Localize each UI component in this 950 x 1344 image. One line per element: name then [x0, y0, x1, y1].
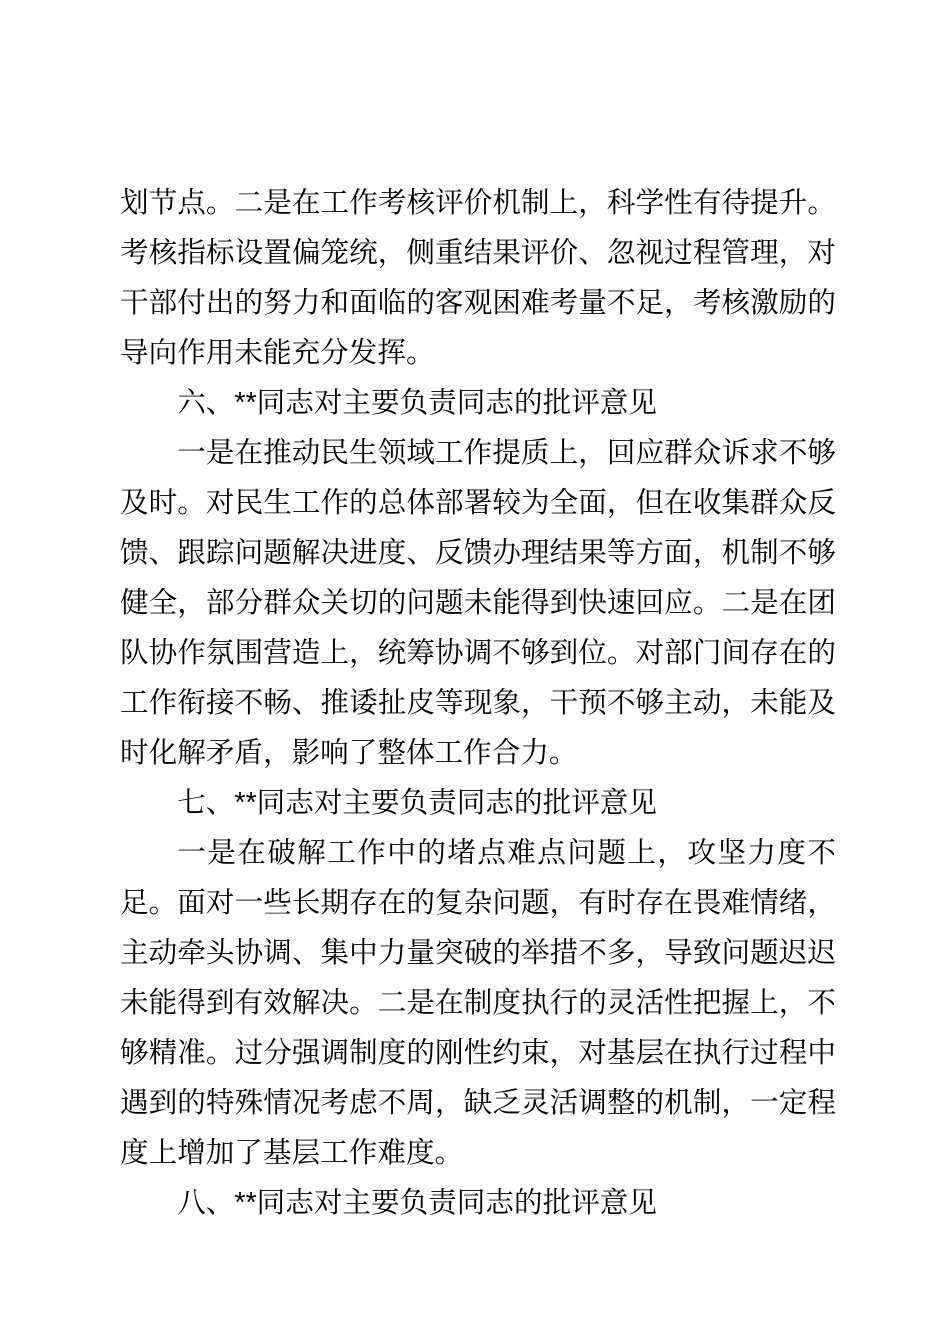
document-text-column	[120, 178, 836, 1228]
heading-section-eight: 八、**同志对主要负责同志的批评意见	[177, 1187, 657, 1219]
paragraph-section-six-body: 一是在推动民生领域工作提质上，回应群众诉求不够及时。对民生工作的总体部署较为全面，但在收集群众反馈、跟踪问题解决进度、反馈办理结果等方面，机制不够健全，部分群众关切的问题未能得到快速回应。二是在团队协作氛围营造上，统筹协调不够到位。对部门间存在的工作衔接不畅、推诿扯皮等现象，干预不够主动，未能及时化解矛盾，影响了整体工作合力。	[120, 437, 836, 769]
paragraph-assessment-mechanism: 划节点。二是在工作考核评价机制上，科学性有待提升。考核指标设置偏笼统，侧重结果评价、忽视过程管理，对干部付出的努力和面临的客观困难考量不足，考核激励的导向作用未能充分发挥。	[120, 187, 836, 369]
heading-section-seven: 七、**同志对主要负责同志的批评意见	[177, 787, 657, 819]
paragraph-section-seven-body: 一是在破解工作中的堵点难点问题上，攻坚力度不足。面对一些长期存在的复杂问题，有时存在畏难情绪，主动牵头协调、集中力量突破的举措不多，导致问题迟迟未能得到有效解决。二是在制度执行的灵活性把握上，不够精准。过分强调制度的刚性约束，对基层在执行过程中遇到的特殊情况考虑不周，缺乏灵活调整的机制，一定程度上增加了基层工作难度。	[120, 837, 836, 1169]
heading-section-six: 六、**同志对主要负责同志的批评意见	[177, 387, 657, 419]
